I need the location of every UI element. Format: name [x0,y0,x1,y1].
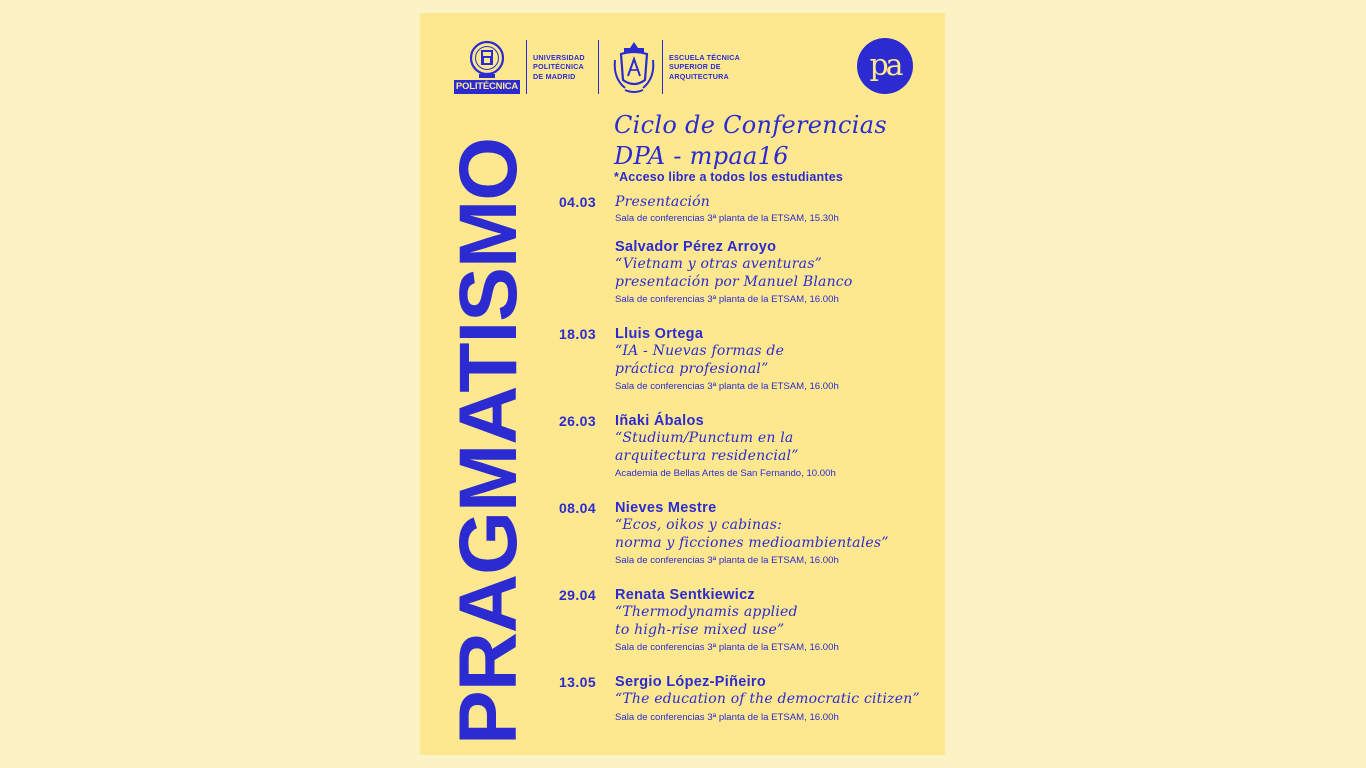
event-venue: Sala de conferencias 3ª planta de la ETSAM, 15.30h [615,213,839,224]
event-venue: Sala de conferencias 3ª planta de la ETSAM, 16.00h [615,555,839,566]
event-body [615,413,935,480]
event-date: 13.05 [559,674,597,690]
event-date: 04.03 [559,194,597,210]
event-venue: Sala de conferencias 3ª planta de la ETSAM, 16.00h [615,711,839,723]
event-venue: Sala de conferencias 3ª planta de la ETSAM, 16.00h [615,381,839,392]
event-venue: Sala de conferencias 3ª planta de la ETSAM, 16.00h [615,294,839,305]
event-title-line: Presentación [615,194,711,210]
heading [614,110,887,172]
etsam-crest-icon [611,40,657,96]
header-divider [662,40,663,94]
vertical-title: PRAGMATISMO [443,137,534,745]
event-speaker: Nieves Mestre [615,500,717,516]
event-body [615,587,935,654]
event-body [615,674,935,724]
upm-logo [454,40,520,95]
upm-name: UNIVERSIDAD POLITÉCNICA DE MADRID [533,53,585,81]
event-speaker: Lluis Ortega [615,326,704,342]
event-speaker: Sergio López-Piñeiro [615,674,767,690]
upm-tag: POLITÉCNICA [455,81,519,92]
access-note: *Acceso libre a todos los estudiantes [614,170,843,184]
event-title-line: “Thermodynamis applied [615,604,798,620]
header-divider [598,40,599,94]
pa-logo: pa [857,38,913,94]
event-venue: Academia de Bellas Artes de San Fernando, 10.00h [615,468,836,479]
event-date: 26.03 [559,413,597,429]
event-body [615,239,935,306]
event-body [615,500,935,567]
event-title-line: práctica profesional” [615,360,769,377]
event-title-line: “Ecos, oikos y cabinas: [615,517,783,533]
event-title-line: arquitectura residencial” [615,447,799,464]
event-title-line: “IA - Nuevas formas de [615,343,785,359]
event-title-line: “Studium/Punctum en la [615,430,794,446]
event-speaker: Iñaki Ábalos [615,413,705,429]
event-venue: Sala de conferencias 3ª planta de la ETSAM, 16.00h [615,642,839,653]
event-body [615,194,935,225]
etsam-name: ESCUELA TÉCNICA SUPERIOR DE ARQUITECTURA [669,53,741,81]
header-divider [526,40,527,94]
event-date: 08.04 [559,500,597,516]
event-speaker: Renata Sentkiewicz [615,587,755,603]
event-body [615,326,935,393]
conference-poster [420,13,945,755]
event-title-line: “Vietnam y otras aventuras” [615,256,822,272]
event-title-line: norma y ficciones medioambientales” [615,534,889,551]
upm-crest-icon [469,40,505,80]
event-title-line: presentación por Manuel Blanco [615,273,853,290]
heading-line-2: DPA - mpaa16 [614,142,789,170]
event-date: 29.04 [559,587,597,603]
event-title-line: “The education of the democratic citizen” [615,691,920,707]
event-title-line: to high-rise mixed use” [615,621,785,638]
event-date: 18.03 [559,326,597,342]
heading-line-1: Ciclo de Conferencias [614,111,887,139]
event-speaker: Salvador Pérez Arroyo [615,239,777,255]
